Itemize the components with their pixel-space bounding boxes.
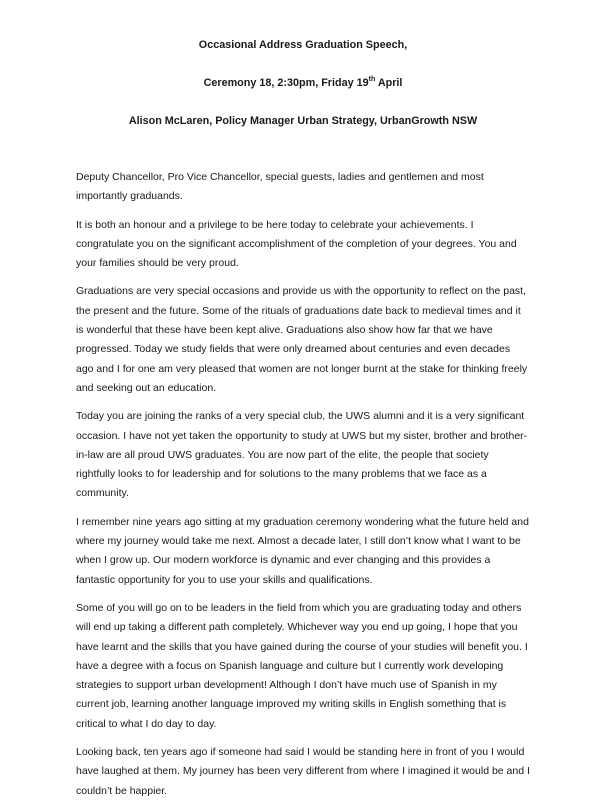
- speech-title: Occasional Address Graduation Speech,: [198, 39, 408, 51]
- paragraph-alumni: Today you are joining the ranks of a very special club, the UWS alumni and it is a very significant occasion. I have not yet taken the opportunity to study at UWS but my sister, brother and brother-in-law are all proud UWS graduates. You are now part of the elite, the people that society rightfully looks to for leadership and for solutions to the many problems that we face as a community.: [76, 410, 528, 500]
- paragraph-salutation: Deputy Chancellor, Pro Vice Chancellor, special guests, ladies and gentlemen and most importantly graduands.: [76, 171, 484, 203]
- speaker-line: Alison McLaren, Policy Manager Urban Strategy, UrbanGrowth NSW: [128, 115, 478, 127]
- paragraph-remember: I remember nine years ago sitting at my graduation ceremony wondering what the future held and where my journey would take me next. Almost a decade later, I still don’t know what I want to be when I grow up. Our modern workforce is dynamic and ever changing and this provides a fantastic opportunity for you to use your skills and qualifications.: [76, 515, 529, 586]
- ceremony-date: Ceremony 18, 2:30pm, Friday 19: [203, 77, 369, 89]
- ordinal-suffix: th: [368, 76, 376, 83]
- paragraph-leaders: Some of you will go on to be leaders in the field from which you are graduating today and others will end up taking a different path completely. Whichever way you end up going, I hope that you have learnt and the skills that you have gained during the course of your studies will benefit you. I have a degree with a focus on Spanish language and culture but I currently work developing strategies to support urban development! Although I don’t have much use of Spanish in my current job, learning another language improved my writing skills in English something that is critical to what I do day to day.: [76, 601, 528, 730]
- speech-body: [76, 168, 530, 801]
- ceremony-month: April: [375, 77, 403, 89]
- ceremony-line: [76, 76, 530, 90]
- paragraph-looking-back: Looking back, ten years ago if someone had said I would be standing here in front of you I would have laughed at them. My journey has been very different from where I imagined it would be and I couldn’t be happier.: [76, 746, 530, 797]
- paragraph-honour: It is both an honour and a privilege to be here today to celebrate your achievements. I congratulate you on the significant accomplishment of the completion of your degrees. You and your families should be very proud.: [76, 218, 517, 270]
- paragraph-graduations: Graduations are very special occasions and provide us with the opportunity to reflect on the past, the present and the future. Some of the rituals of graduations date back to medieval times and it is wonderful that these have been kept alive. Graduations also show how far that we have progressed. Today we study fields that were only dreamed about centuries and even decades ago and I for one am very pleased that women are not longer burnt at the stake for thinking freely and seeking out an education.: [76, 285, 528, 394]
